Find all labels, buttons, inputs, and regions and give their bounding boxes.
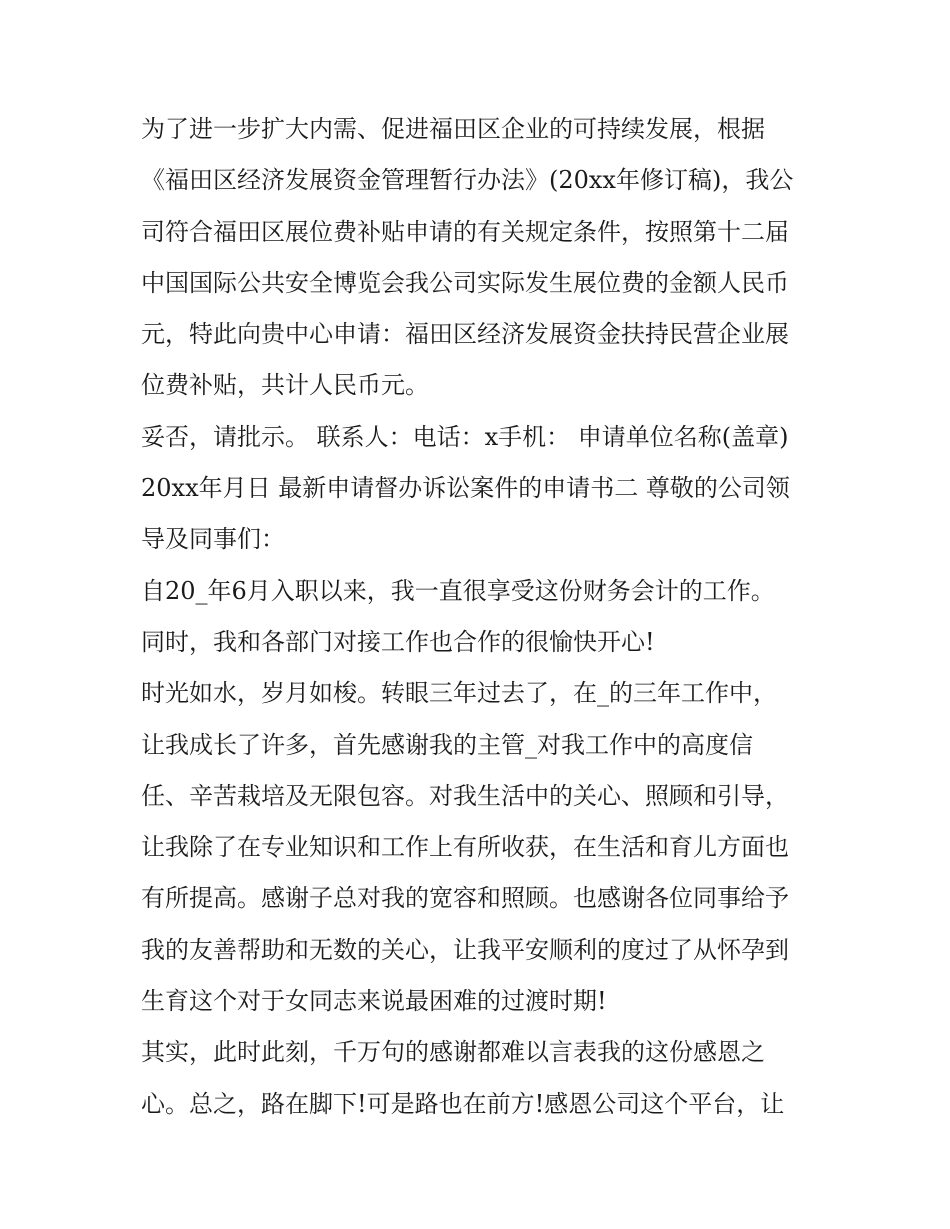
text-line: 时光如水，岁月如梭。转眼三年过去了，在_的三年工作中， (141, 679, 777, 708)
text-line: 20xx年月日 最新申请督办诉讼案件的申请书二 尊敬的公司领 (141, 474, 790, 503)
text-line: 有所提高。感谢子总对我的宽容和照顾。也感谢各位同事给予 (141, 884, 789, 913)
text-line: 中国国际公共安全博览会我公司实际发生展位费的金额人民币 (141, 268, 789, 297)
text-line: 为了进一步扩大内需、促进福田区企业的可持续发展，根据 (141, 115, 765, 143)
text-line: 自20_年6月入职以来，我一直很享受这份财务会计的工作。 (141, 576, 775, 605)
document-body (141, 104, 821, 1130)
text-line: 心。总之，路在脚下!可是路也在前方!感恩公司这个平台，让 (141, 1089, 785, 1118)
text-line: 司符合福田区展位费补贴申请的有关规定条件，按照第十二届 (141, 217, 789, 246)
text-line: 妥否，请批示。 联系人：电话：x手机： 申请单位名称(盖章) (141, 422, 789, 451)
text-line: 同时，我和各部门对接工作也合作的很愉快开心! (141, 627, 655, 656)
text-line: 生育这个对于女同志来说最困难的过渡时期! (141, 987, 607, 1016)
text-line: 《福田区经济发展资金管理暂行办法》(20xx年修订稿)，我公 (141, 166, 794, 195)
text-line: 元，特此向贵中心申请：福田区经济发展资金扶持民营企业展 (141, 320, 789, 349)
text-line: 我的友善帮助和无数的关心，让我平安顺利的度过了从怀孕到 (141, 935, 789, 964)
text-line: 位费补贴，共计人民币元。 (141, 371, 429, 400)
text-line: 让我除了在专业知识和工作上有所收获，在生活和育儿方面也 (141, 833, 789, 862)
text-line: 其实，此时此刻，千万句的感谢都难以言表我的这份感恩之 (141, 1038, 765, 1067)
text-line: 任、辛苦栽培及无限包容。对我生活中的关心、照顾和引导， (141, 781, 789, 810)
text-line: 让我成长了许多，首先感谢我的主管_对我工作中的高度信 (141, 730, 753, 759)
text-line: 导及同事们： (141, 525, 285, 554)
